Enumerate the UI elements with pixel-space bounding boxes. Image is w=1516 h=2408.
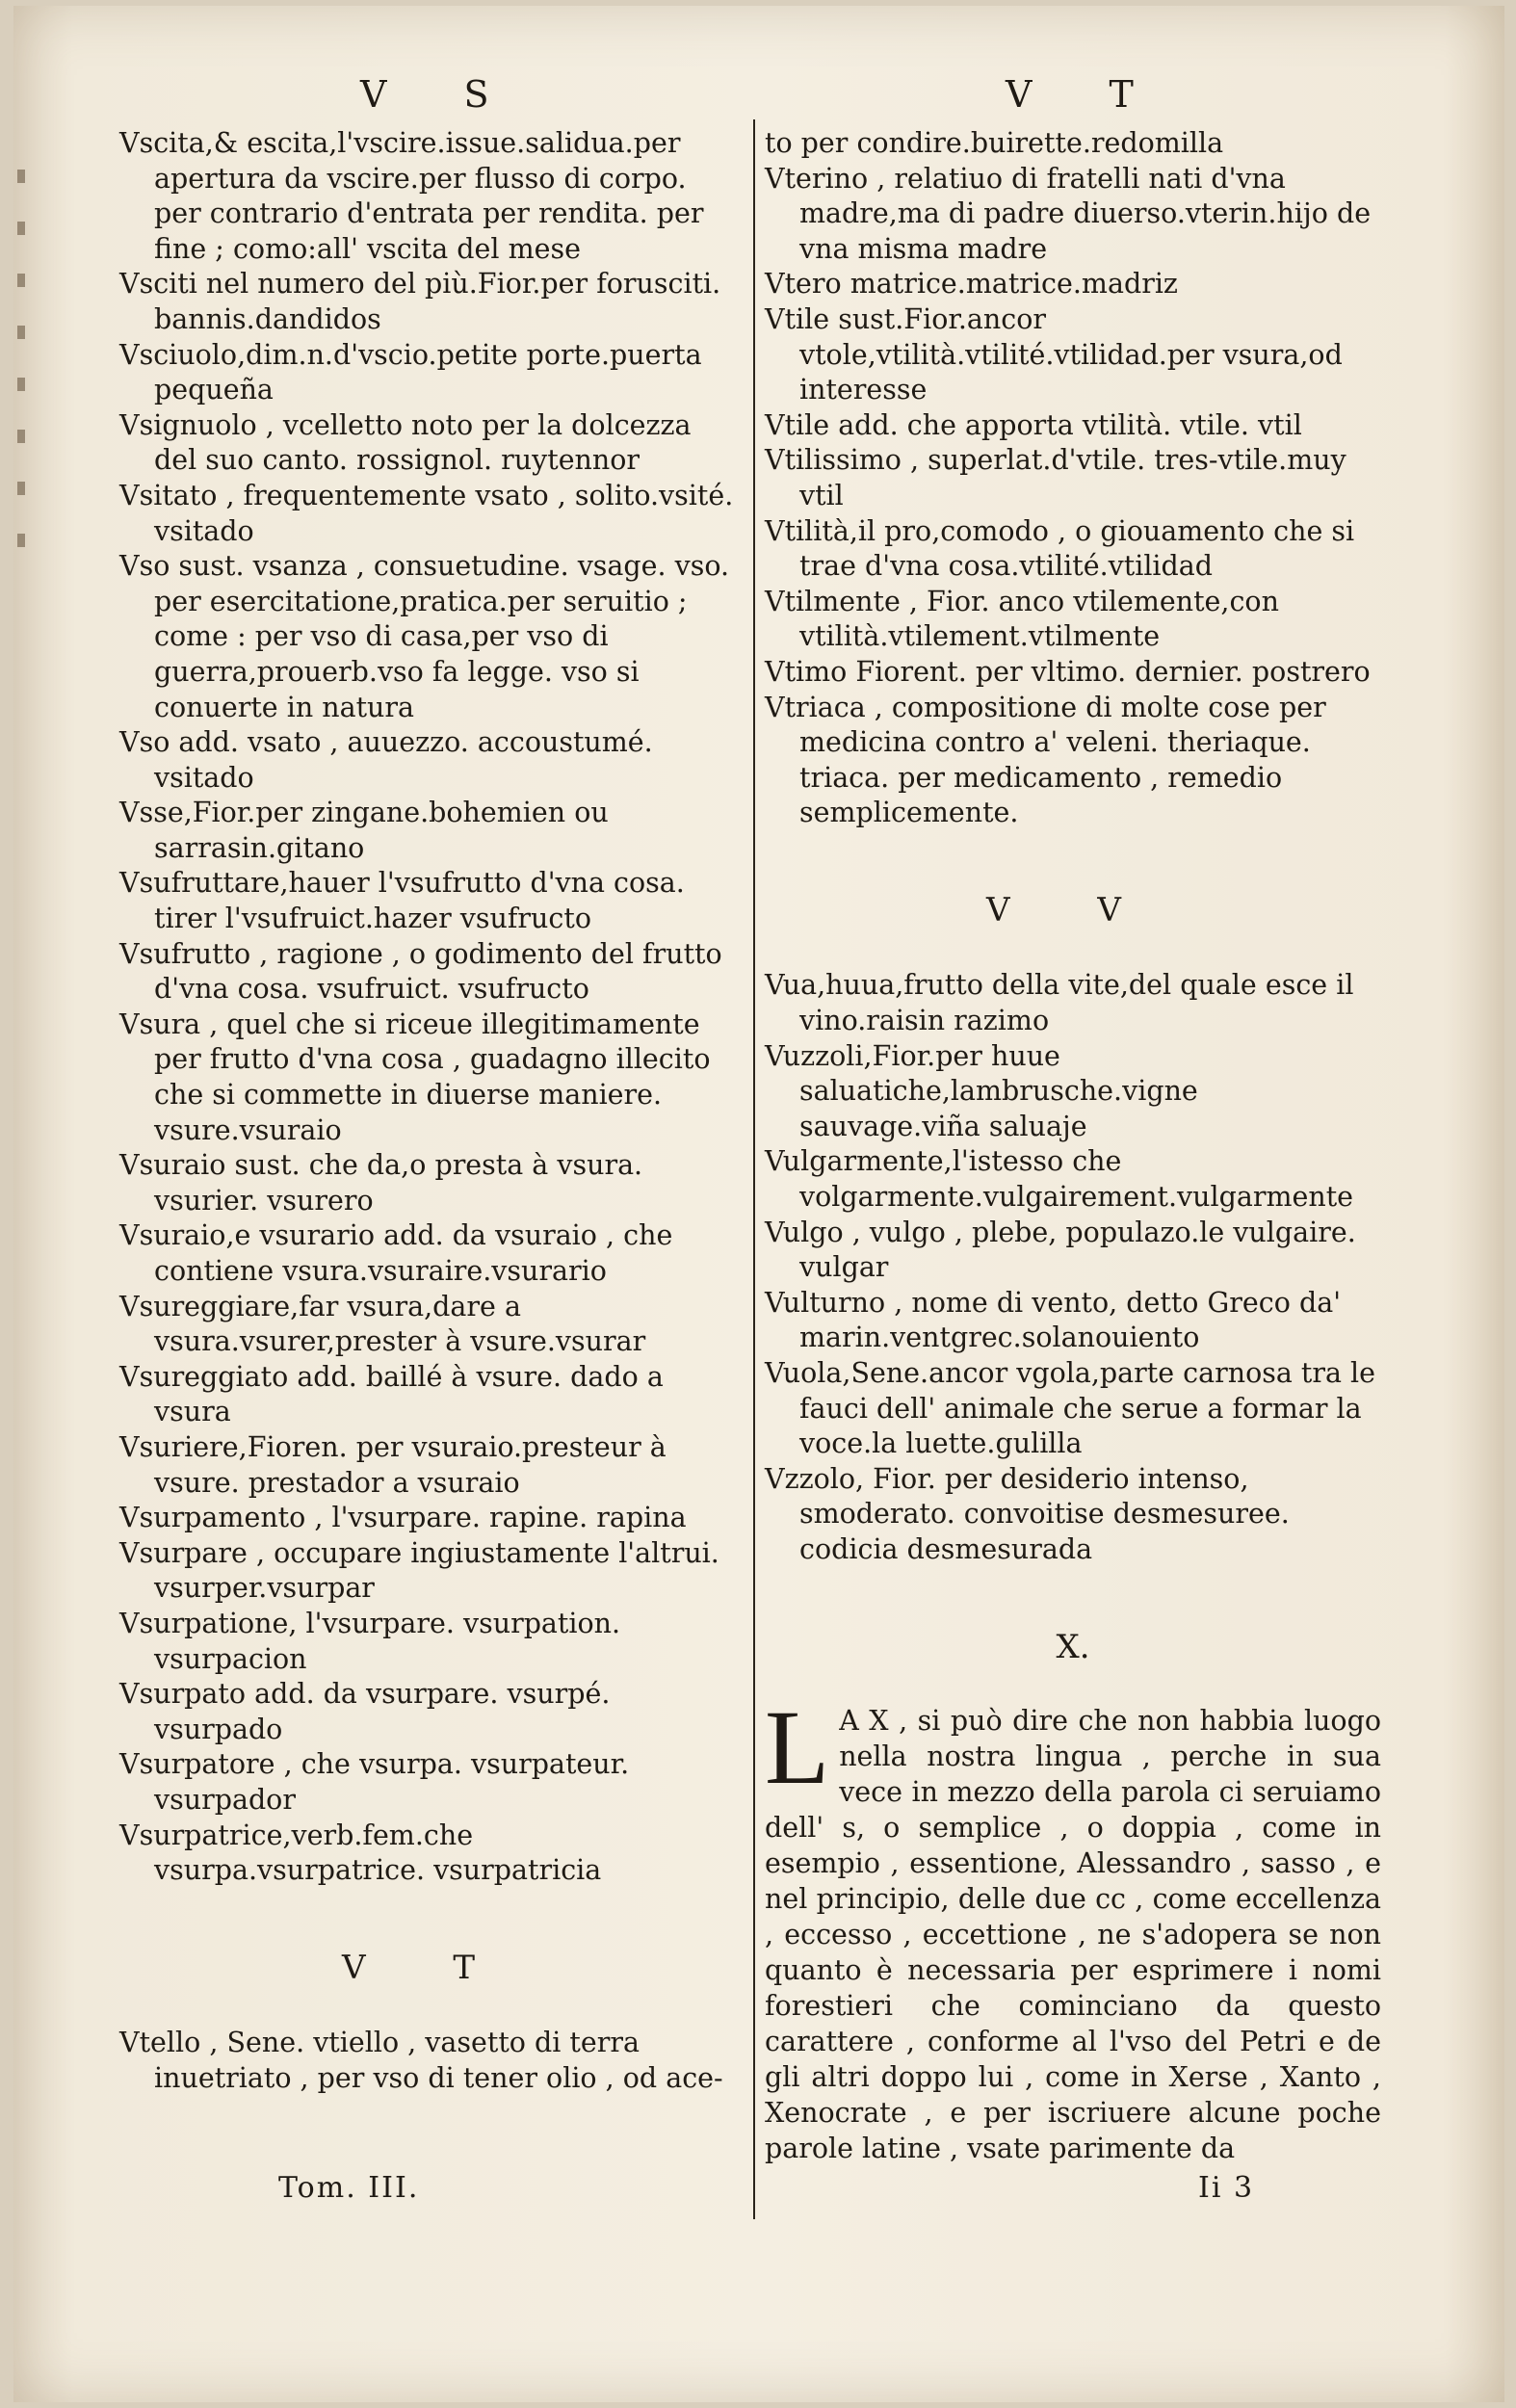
column-divider — [753, 119, 755, 2219]
dictionary-entry: Vsitato , frequentemente vsato , solito.vsité. vsitado — [119, 479, 734, 547]
footer-volume: Tom. III. — [278, 2171, 420, 2205]
right-column-heading: V T — [1006, 73, 1166, 116]
left-last-entry: Vtello , Sene. vtiello , vasetto di terra inuetriato , per vso di tener olio , od ace- — [119, 2027, 723, 2094]
dictionary-entry: Vsurpatrice,verb.fem.che vsurpa.vsurpatrice. vsurpatricia — [119, 1819, 602, 1887]
dictionary-entry: Vsuraio sust. che da,o presta à vsura. vsurier. vsurero — [119, 1149, 643, 1217]
dictionary-entry: Vsuriere,Fioren. per vsuraio.presteur à vsure. prestador a vsuraio — [119, 1430, 667, 1499]
right-column — [765, 126, 1381, 2166]
left-column-heading: V S — [360, 73, 522, 116]
dictionary-entry: Vsurpatore , che vsurpa. vsurpateur. vsurpador — [119, 1748, 630, 1816]
dictionary-entry: Vsuraio,e vsurario add. da vsuraio , che contiene vsura.vsuraire.vsurario — [119, 1219, 673, 1287]
dictionary-entry: Vsura , quel che si riceue illegitimamente per frutto d'vna cosa , guadagno illecito che si commette in diuerse maniere. vsure.vsuraio — [119, 1008, 711, 1146]
dictionary-page — [13, 6, 1504, 2402]
right-vv-entry-list — [765, 968, 1381, 1567]
dictionary-entry: Vuzzoli,Fior.per huue saluatiche,lambrusche.vigne sauvage.viña saluaje — [765, 1039, 1198, 1142]
dictionary-entry: Vtile sust.Fior.ancor vtole,vtilità.vtilité.vtilidad.per vsura,od interesse — [765, 302, 1343, 406]
left-column — [119, 126, 736, 2096]
x-paragraph — [765, 1688, 1381, 2166]
left-entry-list — [119, 126, 736, 1889]
footer-signature: Ii 3 — [1198, 2171, 1255, 2205]
dictionary-entry: Vtilissimo , superlat.d'vtile. tres-vtile.muy vtil — [765, 444, 1346, 511]
dictionary-entry: Vsurpamento , l'vsurpare. rapine. rapina — [119, 1502, 687, 1534]
dictionary-entry: Vsciti nel numero del più.Fior.per forusciti. bannis.dandidos — [119, 268, 721, 335]
dictionary-entry: Vtimo Fiorent. per vltimo. dernier. postrero — [765, 655, 1371, 688]
dictionary-entry: Vzzolo, Fior. per desiderio intenso, smoderato. convoitise desmesuree. codicia desmesurada — [765, 1462, 1290, 1565]
left-section-heading-vt: V T — [341, 1948, 514, 1987]
dictionary-entry: Vsureggiare,far vsura,dare a vsura.vsurer,prester à vsure.vsurar — [119, 1290, 646, 1358]
dictionary-entry: to per condire.buirette.redomilla — [765, 127, 1224, 159]
dictionary-entry: Vtilità,il pro,comodo , o giouamento che si trae d'vna cosa.vtilité.vtilidad — [765, 514, 1355, 583]
dictionary-entry: Vso add. vsato , auuezzo. accoustumé. vsitado — [119, 726, 653, 794]
dictionary-entry: Vtile add. che apporta vtilità. vtile. vtil — [765, 408, 1302, 441]
dictionary-entry: Vua,huua,frutto della vite,del quale esce il vino.raisin razimo — [765, 969, 1354, 1037]
dictionary-entry: Vsufruttare,hauer l'vsufrutto d'vna cosa. tirer l'vsufruict.hazer vsufructo — [119, 867, 685, 935]
dictionary-entry: Vterino , relatiuo di fratelli nati d'vna madre,ma di padre diuerso.vterin.hijo de vna misma madre — [765, 162, 1372, 265]
dictionary-entry: Vulgo , vulgo , plebe, populazo.le vulgaire. vulgar — [765, 1216, 1356, 1284]
right-entry-list — [765, 126, 1381, 831]
page-edge-marks — [13, 131, 35, 670]
dictionary-entry: Vtero matrice.matrice.madriz — [765, 268, 1178, 301]
dictionary-entry: Vsufrutto , ragione , o godimento del frutto d'vna cosa. vsufruict. vsufructo — [119, 937, 722, 1006]
dictionary-entry: Vsurpare , occupare ingiustamente l'altrui. vsurper.vsurpar — [119, 1536, 719, 1605]
dictionary-entry: Vtriaca , compositione di molte cose per medicina contro a' veleni. theriaque. triaca. per medicamento , remedio semplicemente. — [765, 691, 1326, 829]
right-section-heading-vv: V V — [986, 890, 1160, 929]
dictionary-entry: Vsciuolo,dim.n.d'vscio.petite porte.puerta pequeña — [119, 338, 702, 406]
drop-cap-initial: L — [765, 1688, 830, 1807]
dictionary-entry: Vso sust. vsanza , consuetudine. vsage. vso. per esercitatione,pratica.per seruitio ; come : per vso di casa,per vso di guerra,prouerb.vso fa legge. vso si conuerte in natura — [119, 550, 730, 723]
dictionary-entry: Vuola,Sene.ancor vgola,parte carnosa tra le fauci dell' animale che serue a formar la voce.la luette.gulilla — [765, 1357, 1376, 1460]
dictionary-entry: Vtilmente , Fior. anco vtilemente,con vtilità.vtilement.vtilmente — [765, 585, 1279, 653]
dictionary-entry: Vulturno , nome di vento, detto Greco da' marin.ventgrec.solanouiento — [765, 1286, 1342, 1354]
dictionary-entry: Vscita,& escita,l'vscire.issue.salidua.per apertura da vscire.per flusso di corpo. per contrario d'entrata per rendita. per fine ; como:all' vscita del mese — [119, 127, 704, 265]
x-paragraph-text: A X , si può dire che non habbia luogo nella nostra lingua , perche in sua vece in mezzo della parola ci seruiamo dell' s, o semplice , o doppia , come in esempio , essentione, Alessandro , sasso , e nel principio, delle due cc , come eccellenza , eccesso , eccettione , ne s'adopera se non quanto è necessaria per esprimere i nomi forestieri che comincianо da questo carattere , conforme al l'vso del Petri e de gli altri doppo lui , come in Xerse , Xanto , Xenocrate , e per iscriuere alcune poche parole latine , vsate parimente da — [765, 1705, 1381, 2165]
dictionary-entry: Vsignuolo , vcelletto noto per la dolcezza del suo canto. rossignol. ruytennor — [119, 408, 692, 477]
dictionary-entry: Vsse,Fior.per zingane.bohemien ou sarrasin.gitano — [119, 797, 609, 864]
dictionary-entry: Vsurpatione, l'vsurpare. vsurpation. vsurpacion — [119, 1607, 621, 1675]
dictionary-entry: Vsureggiato add. baillé à vsure. dado a vsura — [119, 1360, 664, 1428]
right-section-heading-x: X. — [1056, 1627, 1090, 1666]
dictionary-entry: Vulgarmente,l'istesso che volgarmente.vulgairement.vulgarmente — [765, 1145, 1354, 1214]
dictionary-entry: Vsurpato add. da vsurpare. vsurpé. vsurpado — [119, 1678, 611, 1745]
